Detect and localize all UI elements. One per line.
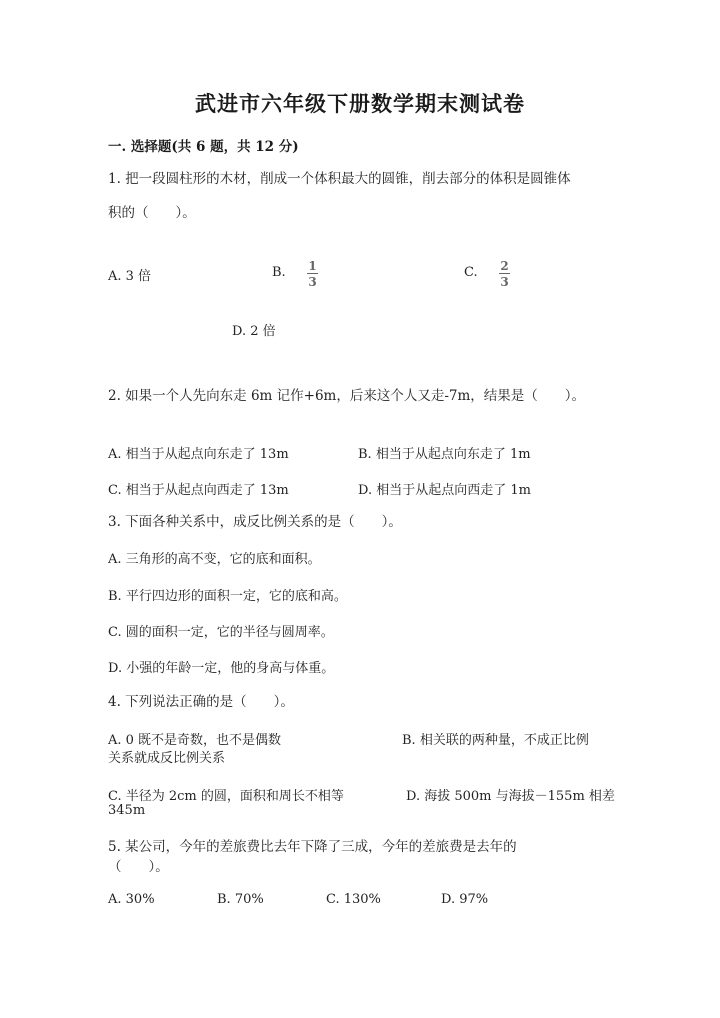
fraction-numerator: 2 (500, 259, 509, 273)
question-4-option-c[interactable]: C. 半径为 2cm 的圆，面积和周长不相等 (108, 789, 344, 804)
fraction-denominator: 3 (308, 275, 317, 289)
question-1-option-b-label[interactable]: B. (272, 265, 286, 280)
question-1-option-d[interactable]: D. 2 倍 (232, 324, 276, 339)
question-2-option-b[interactable]: B. 相当于从起点向东走了 1m (358, 447, 531, 462)
question-4-option-a[interactable]: A. 0 既不是奇数，也不是偶数 (108, 733, 282, 748)
question-2-stem: 2. 如果一个人先向东走 6m 记作+6m，后来这个人又走-7m，结果是（ ）。 (108, 388, 586, 404)
question-1-option-c-label[interactable]: C. (464, 265, 478, 280)
question-1-option-c-fraction (499, 260, 510, 288)
question-1-option-b-fraction (307, 260, 318, 288)
question-4-stem: 4. 下列说法正确的是（ ）。 (108, 694, 294, 710)
question-4-option-b-line1[interactable]: B. 相关联的两种量，不成正比例 (402, 733, 589, 748)
section-heading: 一. 选择题(共 6 题，共 12 分) (108, 139, 299, 155)
question-2-option-c[interactable]: C. 相当于从起点向西走了 13m (108, 483, 289, 498)
question-4-option-d-line1[interactable]: D. 海拔 500m 与海拔－155m 相差 (406, 789, 615, 804)
question-5-stem-line1: 5. 某公司，今年的差旅费比去年下降了三成，今年的差旅费是去年的 (108, 839, 517, 855)
question-5-option-b[interactable]: B. 70% (217, 892, 264, 907)
question-3-option-a[interactable]: A. 三角形的高不变，它的底和面积。 (108, 552, 321, 567)
question-5-option-a[interactable]: A. 30% (108, 892, 155, 907)
question-2-option-d[interactable]: D. 相当于从起点向西走了 1m (358, 483, 531, 498)
question-1-stem-line1: 1. 把一段圆柱形的木材，削成一个体积最大的圆锥，削去部分的体积是圆锥体 (108, 171, 571, 187)
question-3-stem: 3. 下面各种关系中，成反比例关系的是（ ）。 (108, 514, 402, 530)
fraction-bar (499, 273, 510, 274)
question-1-option-a[interactable]: A. 3 倍 (108, 269, 152, 284)
question-3-option-b[interactable]: B. 平行四边形的面积一定，它的底和高。 (108, 589, 347, 604)
question-3-option-c[interactable]: C. 圆的面积一定，它的半径与圆周率。 (108, 625, 334, 640)
question-1-stem-line2: 积的（ ）。 (108, 205, 196, 221)
page-title: 武进市六年级下册数学期末测试卷 (195, 91, 525, 116)
question-4-option-d-line2[interactable]: 345m (108, 803, 146, 818)
fraction-denominator: 3 (500, 275, 509, 289)
fraction-bar (307, 273, 318, 274)
question-5-stem-line2: （ ）。 (108, 859, 169, 875)
question-4-option-b-line2[interactable]: 关系就成反比例关系 (108, 751, 226, 766)
question-3-option-d[interactable]: D. 小强的年龄一定，他的身高与体重。 (108, 661, 335, 676)
question-5-option-d[interactable]: D. 97% (441, 892, 489, 907)
fraction-numerator: 1 (308, 259, 317, 273)
question-2-option-a[interactable]: A. 相当于从起点向东走了 13m (108, 447, 289, 462)
question-5-option-c[interactable]: C. 130% (326, 892, 381, 907)
